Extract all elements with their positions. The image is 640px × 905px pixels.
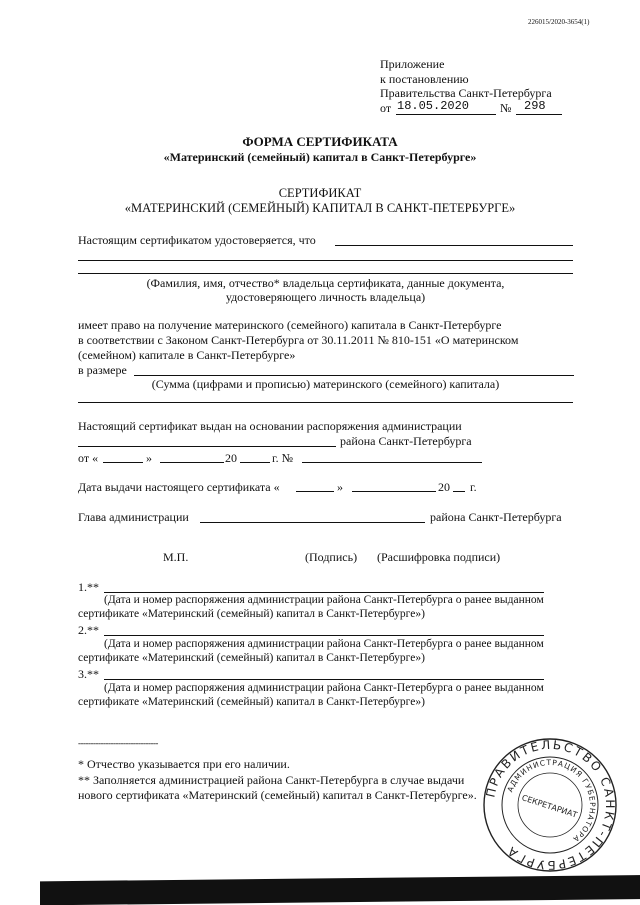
order-year-prefix: 20 [225, 451, 237, 465]
owner-caption-1: (Фамилия, имя, отчество* владельца сертификата, данные документа, [146, 276, 505, 290]
entry-caption-line-2: сертификате «Материнский (семейный) капитал в Санкт-Петербурге») [78, 696, 425, 708]
amount-line[interactable] [134, 375, 574, 376]
owner-name-line[interactable] [335, 245, 573, 246]
order-day-close: » [146, 451, 152, 465]
issue-day-close: » [337, 480, 343, 494]
issue-year-prefix: 20 [438, 480, 450, 494]
issue-year-line[interactable] [453, 491, 465, 492]
certificate-subtitle: «МАТЕРИНСКИЙ (СЕМЕЙНЫЙ) КАПИТАЛ В САНКТ-ПЕТЕРБУРГЕ» [124, 201, 516, 215]
issue-date-label: Дата выдачи настоящего сертификата « [78, 480, 280, 494]
entry-caption-line-1: (Дата и номер распоряжения администрации района Санкт-Петербурга о ранее выданном [104, 638, 544, 650]
footnote-separator: -------------------------------- [78, 738, 158, 748]
seal-label: М.П. [163, 550, 189, 564]
owner-data-line-2[interactable] [78, 273, 573, 274]
order-from-label: от « [78, 451, 99, 465]
appendix-line-2: к постановлению [380, 72, 469, 86]
entry-number: 3.** [78, 667, 99, 681]
stamp-inner-text: АДМИНИСТРАЦИЯ ГУБЕРНАТОРА [505, 757, 598, 845]
appendix-number: 298 [524, 99, 546, 113]
entry-line[interactable] [104, 592, 544, 593]
owner-data-line-1[interactable] [78, 260, 573, 261]
owner-caption-2: удостоверяющего личность владельца) [225, 290, 426, 304]
issued-basis-text: Настоящий сертификат выдан на основании распоряжения администрации [78, 419, 462, 433]
certificate-title: СЕРТИФИКАТ [278, 186, 362, 200]
appendix-number-underline [516, 114, 562, 115]
issue-month-line[interactable] [352, 491, 436, 492]
signature-label: (Подпись) [305, 550, 358, 564]
signature-decoding-label: (Расшифровка подписи) [377, 550, 501, 564]
entry-caption-line-1: (Дата и номер распоряжения администрации района Санкт-Петербурга о ранее выданном [104, 682, 544, 694]
amount-caption: (Сумма (цифрами и прописью) материнского (семейного) капитала) [151, 377, 500, 391]
stamp-center-text: СЕКРЕТАРИАТ [520, 793, 579, 820]
stamp-outer-text: ПРАВИТЕЛЬСТВО САНКТ-ПЕТЕРБУРГА [483, 737, 618, 873]
issue-day-line[interactable] [296, 491, 334, 492]
official-stamp [480, 735, 620, 875]
head-name-line[interactable] [200, 522, 425, 523]
appendix-line-1: Приложение [380, 57, 445, 71]
entry-line[interactable] [104, 635, 544, 636]
order-year-line[interactable] [240, 462, 270, 463]
entry-caption-line-2: сертификате «Материнский (семейный) капитал в Санкт-Петербурге») [78, 608, 425, 620]
form-title: ФОРМА СЕРТИФИКАТА [242, 134, 398, 149]
scan-edge-bar [40, 875, 640, 905]
amount-label: в размере [78, 363, 127, 377]
appendix-number-label: № [500, 101, 512, 115]
order-number-line[interactable] [302, 462, 482, 463]
order-day-line[interactable] [103, 462, 143, 463]
entry-number: 1.** [78, 580, 99, 594]
issue-year-suffix: г. [470, 480, 477, 494]
entry-caption-line-2: сертификате «Материнский (семейный) капитал в Санкт-Петербурге») [78, 652, 425, 664]
footnote-1: * Отчество указывается при его наличии. [78, 757, 290, 771]
head-district: района Санкт-Петербурга [430, 510, 562, 524]
entry-caption-line-1: (Дата и номер распоряжения администрации района Санкт-Петербурга о ранее выданном [104, 594, 544, 606]
footnote-3: нового сертификата «Материнский (семейный) капитал в Санкт-Петербурге». [78, 788, 477, 802]
right-text-line-1: имеет право на получение материнского (семейного) капитала в Санкт-Петербурге [78, 318, 502, 332]
document-number: 226015/2020-3654(1) [528, 18, 590, 26]
district-text: района Санкт-Петербурга [340, 434, 472, 448]
form-subtitle: «Материнский (семейный) капитал в Санкт-Петербурге» [163, 150, 477, 164]
appendix-line-3: Правительства Санкт-Петербурга [380, 86, 552, 100]
appendix-date-underline [396, 114, 496, 115]
certifies-text: Настоящим сертификатом удостоверяется, что [78, 233, 316, 247]
right-text-line-2: в соответствии с Законом Санкт-Петербурга от 30.11.2011 № 810-151 «О материнском [78, 333, 519, 347]
appendix-from-label: от [380, 101, 392, 115]
amount-words-line[interactable] [78, 402, 573, 403]
appendix-date: 18.05.2020 [397, 99, 470, 113]
entry-number: 2.** [78, 623, 99, 637]
entry-line[interactable] [104, 679, 544, 680]
district-name-line[interactable] [78, 446, 336, 447]
footnote-2: ** Заполняется администрацией района Санкт-Петербурга в случае выдачи [78, 773, 465, 787]
head-label: Глава администрации [78, 510, 189, 524]
right-text-line-3: (семейном) капитале в Санкт-Петербурге» [78, 348, 296, 362]
order-month-line[interactable] [160, 462, 224, 463]
order-number-label: г. № [272, 451, 294, 465]
